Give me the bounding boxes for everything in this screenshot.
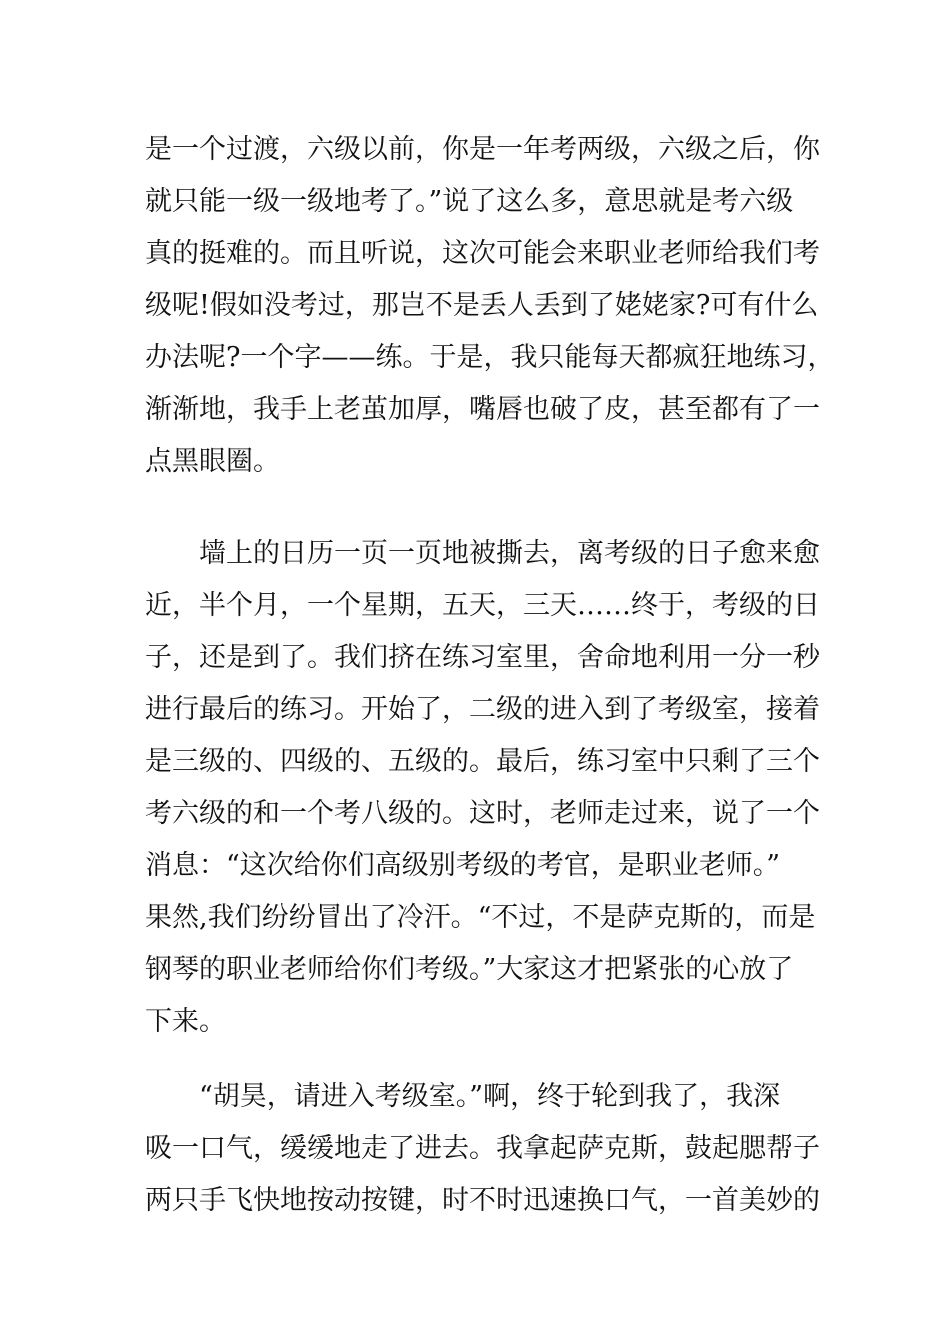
text-line: 进行最后的练习。开始了，二级的进入到了考级室，接着 bbox=[145, 694, 820, 725]
text-line: 子，还是到了。我们挤在练习室里，舍命地利用一分一秒 bbox=[145, 642, 820, 673]
text-line: 办法呢?一个字——练。于是，我只能每天都疯狂地练习， bbox=[145, 342, 835, 373]
text-line: 下来。 bbox=[145, 1006, 226, 1037]
text-line: 是一个过渡，六级以前，你是一年考两级，六级之后，你 bbox=[145, 134, 820, 165]
text-line: 是三级的、四级的、五级的。最后，练习室中只剩了三个 bbox=[145, 746, 820, 777]
text-line: 两只手飞快地按动按键，时不时迅速换口气，一首美妙的 bbox=[145, 1185, 820, 1216]
text-line: “胡昊，请进入考级室。”啊，终于轮到我了，我深 bbox=[145, 1081, 781, 1112]
text-line: 消息：“这次给你们高级别考级的考官，是职业老师。” bbox=[145, 850, 781, 881]
text-line: 吸一口气，缓缓地走了进去。我拿起萨克斯，鼓起腮帮子 bbox=[145, 1133, 820, 1164]
paragraph-2 bbox=[145, 528, 820, 1048]
text-line: 果然,我们纷纷冒出了冷汗。“不过，不是萨克斯的，而是 bbox=[145, 902, 816, 933]
text-line: 考六级的和一个考八级的。这时，老师走过来，说了一个 bbox=[145, 798, 820, 829]
text-line: 点黑眼圈。 bbox=[145, 446, 280, 477]
text-line: 级呢!假如没考过，那岂不是丢人丢到了姥姥家?可有什么 bbox=[145, 290, 819, 321]
paragraph-3 bbox=[145, 1071, 820, 1227]
text-line: 就只能一级一级地考了。”说了这么多，意思就是考六级 bbox=[145, 186, 794, 217]
paragraph-1 bbox=[145, 124, 835, 488]
text-line: 墙上的日历一页一页地被撕去，离考级的日子愈来愈 bbox=[145, 538, 820, 569]
text-line: 真的挺难的。而且听说，这次可能会来职业老师给我们考 bbox=[145, 238, 820, 269]
text-line: 近，半个月，一个星期，五天，三天……终于，考级的日 bbox=[145, 590, 820, 621]
text-line: 钢琴的职业老师给你们考级。”大家这才把紧张的心放了 bbox=[145, 954, 794, 985]
text-line: 渐渐地，我手上老茧加厚，嘴唇也破了皮，甚至都有了一 bbox=[145, 394, 820, 425]
